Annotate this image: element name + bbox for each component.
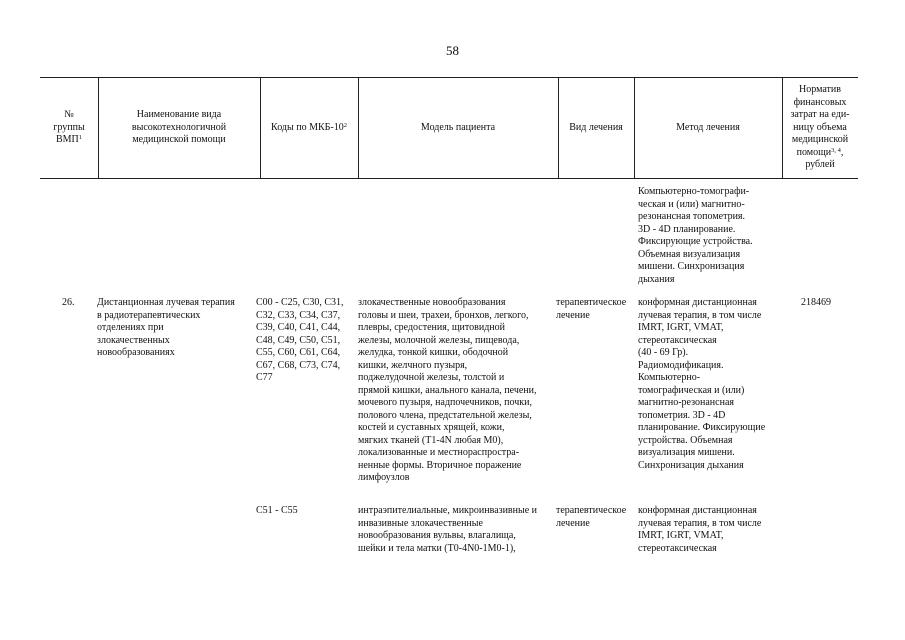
method-line: (40 - 69 Гр).: [638, 347, 689, 358]
method-line: IMRT, IGRT, VMAT,: [638, 322, 724, 333]
header-norm-line: ницу объема: [793, 121, 847, 133]
model-line: железы, молочной железы, пищевода,: [358, 334, 520, 346]
model-line: злокачественные новообразования: [358, 297, 506, 308]
row-method: [638, 505, 761, 555]
page-number: 58: [446, 43, 459, 58]
codes-line: C00 - C25, C30, C31,: [256, 297, 344, 308]
method-line: конформная дистанционная: [638, 505, 757, 516]
type-line: терапевтическое: [556, 505, 627, 516]
method-line: томографическая и (или): [638, 384, 745, 396]
model-line: поджелудочной железы, толстой и: [358, 372, 505, 383]
codes-line: C51 - C55: [256, 505, 298, 516]
footnote-marker: 1: [78, 134, 83, 142]
model-line: ненные формы. Вторичное поражение: [358, 459, 522, 471]
row-codes: [256, 505, 298, 518]
model-line: новообразования вульвы, влагалища,: [358, 530, 516, 541]
header-norm-line: , рублей: [805, 146, 844, 171]
method-line: мишени. Синхронизация: [638, 261, 745, 272]
model-line: кишки, желчного пузыря,: [358, 359, 468, 371]
header-model: Модель пациента: [420, 121, 496, 133]
model-line: локализованные и местнораспростра-: [358, 447, 520, 458]
method-line: Синхронизация дыхания: [638, 459, 744, 471]
footnote-marker: 2: [343, 121, 347, 129]
type-line: терапевтическое: [556, 297, 627, 308]
continuation-method: [638, 186, 753, 286]
header-group: [40, 78, 98, 178]
method-line: магнитно-резонансная: [638, 397, 734, 408]
model-line: желудка, тонкой кишки, ободочной: [358, 347, 509, 358]
row-type: [556, 297, 626, 322]
name-line: Дистанционная лучевая терапия: [97, 297, 235, 308]
method-line: Фиксирующие устройства.: [638, 236, 753, 247]
model-line: мягких тканей (T1-4N любая M0),: [358, 434, 504, 446]
header-group-line: №: [64, 109, 74, 121]
row-model: [358, 505, 537, 555]
codes-line: C39, C40, C41, C44,: [256, 322, 341, 333]
name-line: злокачественных: [97, 334, 170, 346]
model-line: плевры, средостения, щитовидной: [358, 322, 506, 333]
codes-line: C55, C60, C61, C64,: [256, 347, 341, 358]
header-group-line: ВМП: [55, 134, 79, 146]
header-name-line: высокотехнологичной: [131, 121, 227, 133]
header-method: Метод лечения: [676, 121, 740, 133]
header-norm-line: медицинской: [791, 134, 849, 146]
table-header: [40, 77, 858, 179]
model-line: полового члена, предстательной железы,: [358, 409, 532, 421]
row-number: 26.: [62, 297, 75, 308]
codes-line: C32, C33, C34, C37,: [256, 309, 341, 321]
method-line: визуализация мишени.: [638, 447, 735, 458]
method-line: 3D - 4D планирование.: [638, 223, 736, 235]
type-line: лечение: [556, 309, 590, 321]
method-line: стереотаксическая: [638, 334, 717, 346]
method-line: лучевая терапия, в том числе: [638, 309, 762, 321]
method-line: устройства. Объемная: [638, 434, 733, 446]
header-name: [98, 78, 260, 178]
name-line: в радиотерапевтических: [97, 309, 201, 321]
header-name-line: Наименование вида: [136, 109, 222, 121]
header-norm-line: финансовых: [793, 96, 847, 108]
row-model: [358, 297, 537, 485]
row-norm: 218469: [801, 297, 831, 308]
model-line: прямой кишки, анального канала, печени,: [358, 384, 537, 396]
model-line: интраэпителиальные, микроинвазивные и: [358, 505, 538, 516]
method-line: Радиомодификация.: [638, 359, 724, 371]
method-line: конформная дистанционная: [638, 297, 757, 308]
model-line: шейки и тела матки (T0-4N0-1M0-1),: [358, 542, 516, 554]
row-method: [638, 297, 765, 472]
method-line: Компьютерно-: [638, 372, 701, 383]
header-norm-line: затрат на еди-: [790, 109, 850, 121]
method-line: дыхания: [638, 273, 675, 285]
model-line: костей и суставных хрящей, кожи,: [358, 422, 505, 433]
model-line: мочевого пузыря, надпочечников, почки,: [358, 397, 532, 408]
header-norm: [782, 78, 858, 178]
method-line: Компьютерно-томографи-: [638, 186, 750, 197]
method-line: IMRT, IGRT, VMAT,: [638, 530, 724, 541]
footnote-marker: 3, 4: [831, 146, 841, 154]
model-line: головы и шеи, трахеи, бронхов, легкого,: [358, 309, 529, 321]
method-line: стереотаксическая: [638, 542, 717, 554]
method-line: ческая и (или) магнитно-: [638, 198, 745, 210]
row-type: [556, 505, 626, 530]
header-codes-text: Коды по МКБ-10: [271, 121, 344, 133]
header-norm-line: Норматив: [799, 84, 841, 96]
header-group-line: группы: [53, 121, 85, 133]
method-line: лучевая терапия, в том числе: [638, 517, 762, 529]
codes-line: C67, C68, C73, C74,: [256, 359, 341, 371]
name-line: новообразованиях: [97, 347, 175, 358]
row-codes: [256, 297, 344, 385]
method-line: Объемная визуализация: [638, 248, 741, 260]
method-line: резонансная топометрия.: [638, 211, 746, 222]
row-name: [97, 297, 235, 360]
method-line: планирование. Фиксирующие: [638, 422, 766, 433]
codes-line: C77: [256, 372, 273, 383]
name-line: отделениях при: [97, 322, 164, 333]
header-norm-line: помощи: [796, 146, 832, 158]
method-line: топометрия. 3D - 4D: [638, 409, 726, 421]
type-line: лечение: [556, 517, 590, 529]
header-type: Вид лечения: [569, 121, 623, 133]
model-line: лимфоузлов: [358, 472, 410, 483]
header-name-line: медицинской помощи: [132, 134, 226, 146]
codes-line: C48, C49, C50, C51,: [256, 334, 341, 346]
model-line: инвазивные злокачественные: [358, 517, 483, 529]
header-codes: [260, 78, 358, 178]
